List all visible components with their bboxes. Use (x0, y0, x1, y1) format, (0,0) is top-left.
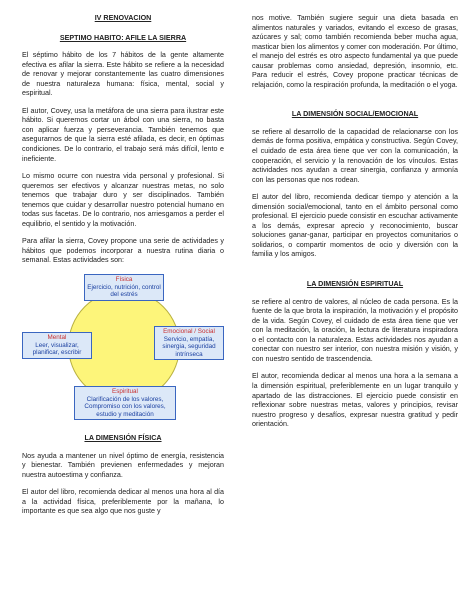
fisica-box (84, 274, 164, 301)
paragraph: se refiere al desarrollo de la capacidad de relacionarse con los demás de forma positiva, empática y constructiva. Según Covey, el cuidado de esta área tiene que ver con la comunicación, la cooperación, el servicio y la renovación de los vínculos. Estas actividades nos ayudan a crear sinergia, confianza y armonía con las personas que nos rodean. (252, 127, 458, 184)
social-box (154, 326, 224, 360)
paragraph: nos motive. También sugiere seguir una dieta basada en alimentos naturales y variados, evitando el exceso de grasas, azúcares y sal; como también recomienda beber mucha agua, masticar bien los alimentos y comer con moderación. Por último, el manejo del estrés es otro aspecto fundamental ya que puede causar problemas como ansiedad, depresión, insomnio, etc. Para reducir el estrés, Covey propone practicar técnicas de relajación, como la respiración profunda, la meditación o el yoga. (252, 14, 458, 89)
paragraph: El autor del libro, recomienda dedicar al menos una hora al día a la actividad física, preferiblemente por la mañana, lo importante es que sea algo que nos guste y (22, 488, 224, 516)
right-column (252, 14, 458, 438)
espiritual-text: Clarificación de los valores, Compromiso con los valores, estudio y meditación (84, 395, 166, 418)
section-title: IV RENOVACION (94, 14, 152, 22)
mental-box (22, 332, 92, 359)
spiritual-heading: LA DIMENSIÓN ESPIRITUAL (306, 280, 404, 289)
paragraph: Nos ayuda a mantener un nivel óptimo de energía, resistencia y bienestar. También previenen enfermedades y mejoran nuestra autoestima y confianza. (22, 451, 224, 479)
social-heading: LA DIMENSIÓN SOCIAL/EMOCIONAL (291, 110, 419, 119)
mental-text: Leer, visualizar, planificar, escribir (32, 341, 82, 357)
paragraph: Lo mismo ocurre con nuestra vida personal y profesional. Si queremos ser efectivos y alcanzar nuestras metas, no solo tenemos que trabajar duro y ser disciplinados. También tenemos que cuidar y desarrollar nuestro potencial humano en todas sus facetas. De lo contrario, nos arriesgamos a perder el equilibrio, el sentido y la motivación. (22, 172, 224, 228)
fisica-text: Ejercicio, nutrición, control del estrés (87, 283, 161, 299)
social-text: Servicio, empatía, sinergia, seguridad intrínseca (162, 335, 216, 358)
paragraph: El autor, recomienda dedicar al menos una hora a la semana a la dimensión espiritual, preferiblemente en un lugar tranquilo y apartado de las distracciones. El ejercicio puede consistir en reflexionar sobre nuestras metas, valores y principios, revisar nuestro progreso y desafíos, expresar nuestra gratitud y pedir orientación. (252, 372, 458, 429)
paragraph: se refiere al centro de valores, al núcleo de cada persona. Es la fuente de la que brota la inspiración, la motivación y el propósito de la vida. Según Covey, el cuidado de esta área tiene que ver con la meditación, la oración, la lectura de literatura inspiradora o el contacto con la naturaleza. Estas actividades nos ayudan a conectar con nuestro ser interior, con nuestra misión y visión, y con nuestro sentido de trascendencia. (252, 297, 458, 363)
mental-title: Mental (47, 334, 67, 342)
paragraph: Para afilar la sierra, Covey propone una serie de actividades y hábitos que podemos incorporar a nuestra rutina diaria o semanal. Estas actividades son: (22, 237, 224, 265)
paragraph: El séptimo hábito de los 7 hábitos de la gente altamente efectiva es afilar la sierra. Este hábito se refiere a la necesidad de renovar y mejorar constantemente las cuatro dimensiones de nuestra naturaleza humana: física, mental, social y espiritual. (22, 51, 224, 98)
physical-heading: LA DIMENSIÓN FÍSICA (84, 434, 162, 443)
four-dimensions-diagram (22, 274, 224, 424)
social-title: Emocional / Social (163, 328, 215, 336)
paragraph: El autor, Covey, usa la metáfora de una sierra para ilustrar este hábito. Si queremos cortar un árbol con una sierra, no basta con aplicar fuerza y perseverancia. También tenemos que asegurarnos de que la sierra esté afilada, es decir, en óptimas condiciones. De lo contrario, el trabajo será más difícil, lento e ineficiente. (22, 106, 224, 163)
espiritual-box (74, 386, 176, 420)
habit-title: SEPTIMO HABITO: AFILE LA SIERRA (59, 33, 187, 42)
espiritual-title: Espiritual (112, 388, 138, 396)
fisica-title: Física (115, 276, 133, 284)
paragraph: El autor del libro, recomienda dedicar tiempo y atención a la dimensión social/emocional, tanto en el ámbito personal como profesional. El ejercicio puede consistir en escuchar activamente a los demás, expresar aprecio y reconocimiento, buscar soluciones ganar-ganar, participar en proyectos comunitarios o solidarios, o compartir momentos de ocio y diversión con la familia y los amigos. (252, 193, 458, 259)
left-column (22, 14, 224, 525)
